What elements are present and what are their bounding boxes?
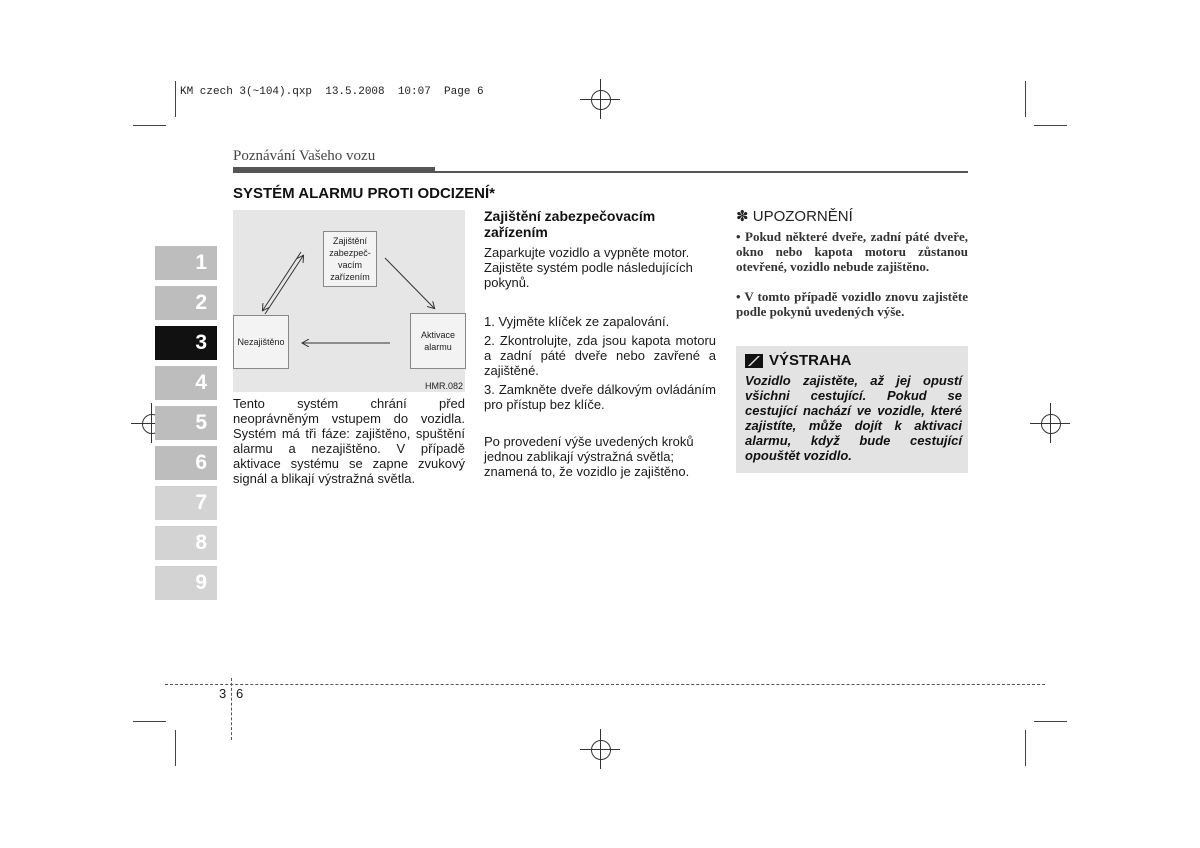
page-number-chapter: 3 — [219, 686, 227, 701]
print-header: KM czech 3(~104).qxp 13.5.2008 10:07 Page 6 — [180, 86, 484, 98]
warning-box — [736, 346, 968, 473]
chapter-tab-9[interactable]: 9 — [155, 566, 217, 600]
warning-text: Vozidlo zajistěte, až jej opustí všichni cestující. Pokud se cestující nachází ve vozidle, které zajistíte, může dojít k aktivaci alarmu, když bude cestující opouštět vozidlo. — [745, 373, 962, 463]
chapter-tab-5[interactable]: 5 — [155, 406, 217, 440]
warning-icon — [745, 354, 763, 368]
caution-item: • Pokud některé dveře, zadní páté dveře, okno nebo kapota motoru zůstanou otevřené, vozidlo nebude zajištěno. — [736, 229, 968, 274]
crop-mark — [175, 81, 176, 117]
chapter-tab-4[interactable]: 4 — [155, 366, 217, 400]
crop-mark — [1025, 730, 1026, 766]
step-2: 2. Zkontrolujte, zda jsou kapota motoru a zadní páté dveře nebo zavřené a zajištěné. — [484, 333, 716, 378]
diagram-arrows — [233, 210, 465, 392]
step-1: 1. Vyjměte klíček ze zapalování. — [484, 314, 670, 329]
chapter-tab-3[interactable]: 3 — [155, 326, 217, 360]
crop-mark — [1034, 721, 1067, 722]
arrow-armed-to-alarm — [385, 258, 434, 308]
middle-intro: Zaparkujte vozidlo a vypněte motor. Zajistěte systém podle následujících pokynů. — [484, 245, 693, 290]
chapter-tab-2[interactable]: 2 — [155, 286, 217, 320]
footer-rule — [165, 684, 1045, 685]
intro-paragraph: Tento systém chrání před neoprávněným vstupem do vozidla. Systém má tři fáze: zajištěno, spuštění alarmu a nezajištěno. V případě aktivace systému se zapne zvukový signál a blikají výstražná světla. — [233, 396, 465, 486]
crop-mark — [133, 125, 166, 126]
diagram-box-alarm: Aktivace alarmu — [410, 313, 466, 369]
registration-mark-icon — [1030, 403, 1070, 443]
page-title: SYSTÉM ALARMU PROTI ODCIZENÍ* — [233, 185, 495, 202]
page-number-page: 6 — [236, 686, 244, 701]
chapter-tab-6[interactable]: 6 — [155, 446, 217, 480]
crop-mark — [175, 730, 176, 766]
crop-mark — [133, 721, 166, 722]
warning-heading: VÝSTRAHA — [769, 352, 852, 369]
section-header: Poznávání Vašeho vozu — [233, 148, 376, 164]
middle-outro: Po provedení výše uvedených kroků jednou zablikají výstražná světla; znamená to, že vozidlo je zajištěno. — [484, 434, 694, 479]
caution-item: • V tomto případě vozidlo znovu zajistěte podle pokynů uvedených výše. — [736, 289, 968, 319]
subheading: Zajištění zabezpečovacím zařízením — [484, 208, 656, 240]
arrow-disarmed-to-armed — [265, 256, 303, 314]
chapter-tab-8[interactable]: 8 — [155, 526, 217, 560]
step-3: 3. Zamkněte dveře dálkovým ovládáním pro přístup bez klíče. — [484, 382, 716, 412]
diagram-box-disarmed: Nezajištěno — [233, 315, 289, 369]
chapter-tab-7[interactable]: 7 — [155, 486, 217, 520]
chapter-tab-1[interactable]: 1 — [155, 246, 217, 280]
figure-code: HMR.082 — [424, 381, 463, 391]
crop-mark — [1034, 125, 1067, 126]
alarm-state-diagram — [233, 210, 465, 392]
header-bar — [233, 167, 435, 172]
caution-heading: ✽ UPOZORNĚNÍ — [736, 208, 853, 225]
registration-mark-icon — [580, 79, 620, 119]
registration-mark-icon — [580, 729, 620, 769]
footer-divider — [231, 678, 232, 740]
crop-mark — [1025, 81, 1026, 117]
diagram-box-armed: Zajištění zabezpeč- vacím zařízením — [323, 231, 377, 287]
arrow-armed-to-disarmed — [263, 252, 301, 310]
